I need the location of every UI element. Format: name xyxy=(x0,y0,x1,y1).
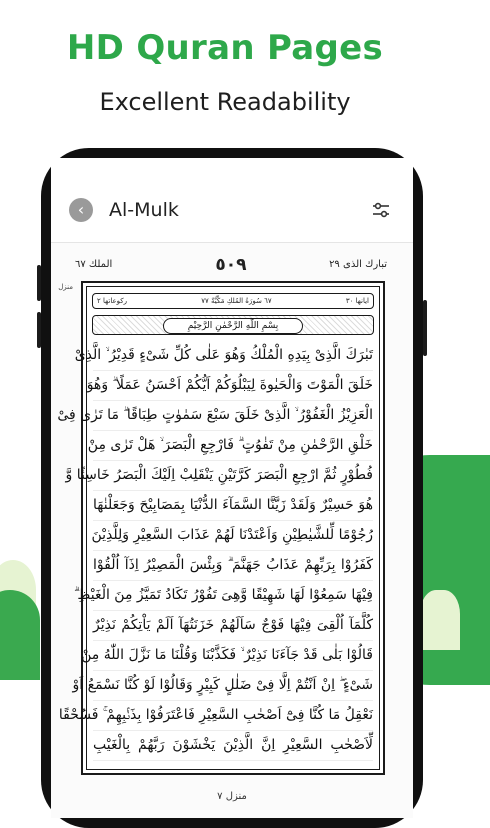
phone-frame xyxy=(41,148,423,828)
manzil-footer: منزل ٧ xyxy=(217,791,247,802)
verse-line[interactable]: نَعْقِلُ مَا كُنَّا فِىْٓ اَصْحٰبِ السَّعِيْرِ فَاعْتَرَفُوْا بِذَنْۢبِهِمْ ۚ فَسُحْقًا xyxy=(93,701,373,731)
verse-line[interactable]: كَفَرُوْا بِرَبِّهِمْ عَذَابُ جَهَنَّمَ ۗ وَبِئْسَ الْمَصِيْرُ اِذَآ اُلْقُوْا xyxy=(93,551,373,581)
bg-green-left xyxy=(0,590,40,680)
verse-line[interactable]: قَالُوْا بَلٰى قَدْ جَآءَنَا نَذِيْرٌ ۙ فَكَذَّبْنَا وَقُلْنَا مَا نَزَّلَ اللّٰهُ مِنْ xyxy=(93,641,373,671)
bg-dome-right xyxy=(420,590,460,650)
verse-line[interactable]: شَىْءٍ ۖ اِنْ اَنْتُمْ اِلَّا فِىْ ضَلٰلٍ كَبِيْرٍ وَقَالُوْا لَوْ كُنَّا نَسْمَعُ اَوْ xyxy=(93,671,373,701)
ayah-count: ايانها ٣٠ xyxy=(345,297,369,305)
verse-line[interactable]: فِيْهَا سَمِعُوْا لَهَا شَهِيْقًا وَّهِىَ تَفُوْرُ تَكَادُ تَمَيَّزُ مِنَ الْغَيْظِ ۗ xyxy=(93,581,373,611)
juz-name-header: تبارك الذى ٢٩ xyxy=(329,259,387,270)
page-number: ٥٠٩ xyxy=(215,255,247,275)
verse-line[interactable]: فُطُوْرٍ ثُمَّ ارْجِعِ الْبَصَرَ كَرَّتَيْنِ يَنْقَلِبْ اِلَيْكَ الْبَصَرُ خَاسِئًا وَّ xyxy=(93,461,373,491)
margin-note: منزل xyxy=(58,283,73,291)
back-button[interactable] xyxy=(69,198,93,222)
sliders-icon[interactable] xyxy=(371,200,391,220)
bismillah-text: بِسْمِ اللّٰهِ الرَّحْمٰنِ الرَّحِيْمِ xyxy=(163,318,303,334)
verse-line[interactable]: خَلَقَ الْمَوْتَ وَالْحَيٰوةَ لِيَبْلُوَكُمْ اَيُّكُمْ اَحْسَنُ عَمَلًا ۗ وَهُوَ xyxy=(93,371,373,401)
promo-subline: Excellent Readability xyxy=(99,88,351,116)
app-bar xyxy=(51,158,413,243)
verse-line[interactable]: هُوَ حَسِيْرٌ وَلَقَدْ زَيَّنَّا السَّمَآءَ الدُّنْيَا بِمَصَابِيْحَ وَجَعَلْنٰهَا xyxy=(93,491,373,521)
bismillah-band xyxy=(92,315,374,335)
surah-label: ٦٧ سُورَةُ المُلكِ مَكِّيَّةٌ ٧٧ xyxy=(201,297,272,305)
surah-name-header: الملك ٦٧ xyxy=(75,259,113,270)
phone-volume-down-button xyxy=(37,312,41,348)
phone-screen xyxy=(51,158,413,818)
phone-power-button xyxy=(423,300,427,356)
verse-line[interactable]: تَبٰرَكَ الَّذِىْ بِيَدِهِ الْمُلْكُ وَهُوَ عَلٰى كُلِّ شَىْءٍ قَدِيْرُ ۙ الَّذِىْ xyxy=(93,341,373,371)
ruku-count: ركوعاتها ٢ xyxy=(97,297,127,305)
promo-headline: HD Quran Pages xyxy=(66,28,384,68)
surah-title: Al-Mulk xyxy=(109,199,179,221)
verse-line[interactable]: خَلْقِ الرَّحْمٰنِ مِنْ تَفٰوُتٍ ۗ فَارْجِعِ الْبَصَرَ ۙ هَلْ تَرٰى مِنْ xyxy=(93,431,373,461)
quran-page xyxy=(51,243,413,818)
verse-line[interactable]: لِّاَصْحٰبِ السَّعِيْرِ اِنَّ الَّذِيْنَ يَخْشَوْنَ رَبَّهُمْ بِالْغَيْبِ xyxy=(93,731,373,761)
verse-line[interactable]: رُجُوْمًا لِّلشَّيٰطِيْنِ وَاَعْتَدْنَا لَهُمْ عَذَابَ السَّعِيْرِ وَلِلَّذِيْنَ xyxy=(93,521,373,551)
verse-line[interactable]: كُلَّمَآ اُلْقِىَ فِيْهَا فَوْجٌ سَاَلَهُمْ خَزَنَتُهَآ اَلَمْ يَاْتِكُمْ نَذِيْرٌ xyxy=(93,611,373,641)
phone-volume-up-button xyxy=(37,265,41,301)
surah-info-band xyxy=(92,293,374,309)
page-header xyxy=(75,257,387,275)
chevron-left-icon: ‹ xyxy=(77,200,85,219)
verse-lines xyxy=(57,341,373,763)
verse-line[interactable]: الْعَزِيْزُ الْغَفُوْرُ ۙ الَّذِىْ خَلَقَ سَبْعَ سَمٰوٰتٍ طِبَاقًا ۗ مَا تَرٰى فِىْ xyxy=(93,401,373,431)
